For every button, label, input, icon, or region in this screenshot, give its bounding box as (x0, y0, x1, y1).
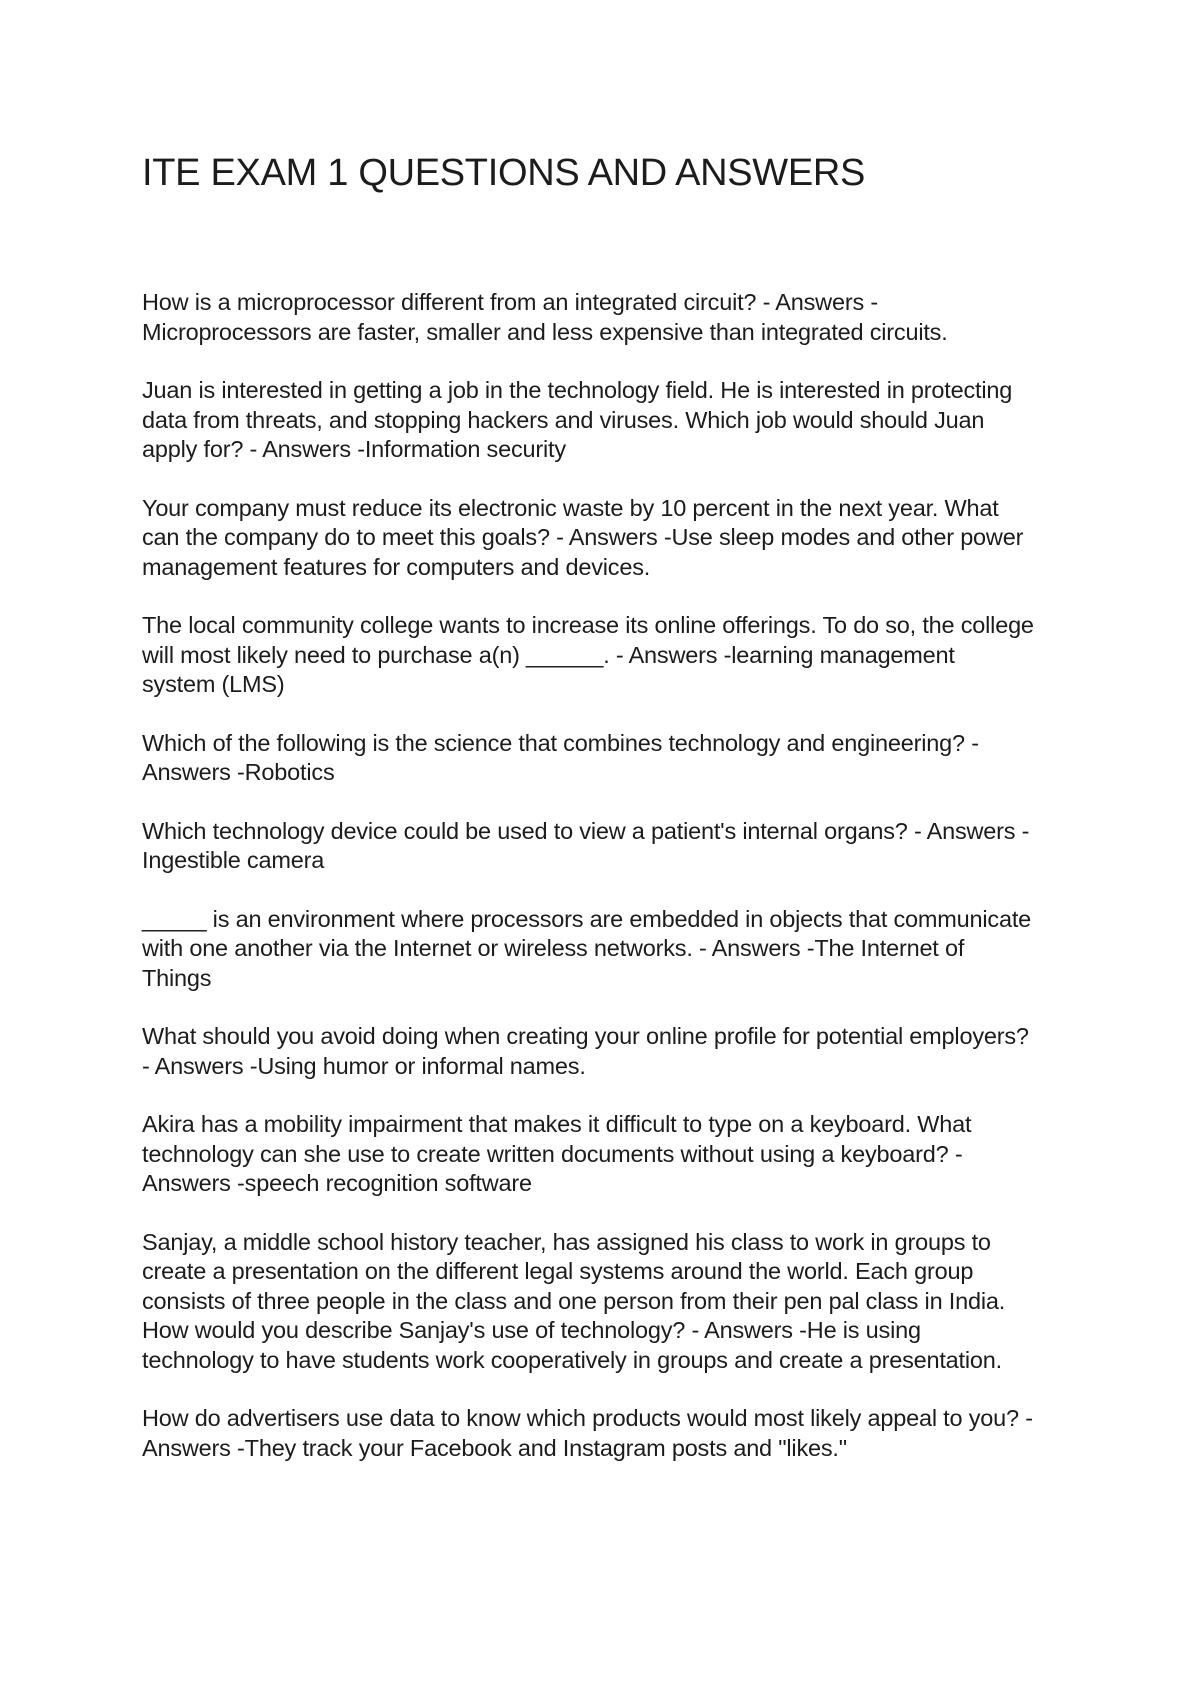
qa-item (142, 288, 1102, 347)
qa-item (142, 817, 1102, 876)
qa-item (142, 376, 1102, 465)
qa-item (142, 611, 1102, 700)
qa-line: What should you avoid doing when creating your online profile for potential employers? (142, 1023, 1029, 1049)
qa-line: system (LMS) (142, 671, 285, 697)
qa-line: technology can she use to create written documents without using a keyboard? - (142, 1140, 963, 1167)
qa-line: management features for computers and devices. (142, 553, 651, 580)
qa-line: will most likely need to purchase a(n) ______. - Answers -learning management (142, 641, 955, 668)
qa-item (142, 1110, 1102, 1199)
qa-line: Your company must reduce its electronic waste by 10 percent in the next year. What (142, 494, 999, 521)
qa-line: Sanjay, a middle school history teacher, has assigned his class to work in groups to (142, 1228, 991, 1255)
qa-line: Which technology device could be used to view a patient's internal organs? - Answers - (142, 817, 1030, 844)
qa-list (142, 288, 1102, 1492)
qa-line: create a presentation on the different legal systems around the world. Each group (142, 1258, 974, 1284)
qa-line: The local community college wants to increase its online offerings. To do so, the college (142, 612, 1034, 638)
qa-line: Juan is interested in getting a job in the technology field. He is interested in protecting (142, 377, 1013, 403)
qa-item (142, 1404, 1102, 1463)
qa-line: - Answers -Using humor or informal names. (142, 1052, 586, 1079)
qa-line: Answers -speech recognition software (142, 1170, 532, 1196)
qa-line: _____ is an environment where processors are embedded in objects that communicate (142, 905, 1032, 932)
qa-line: can the company do to meet this goals? - Answers -Use sleep modes and other power (142, 524, 1024, 550)
qa-line: with one another via the Internet or wireless networks. - Answers -The Internet of (142, 935, 965, 961)
qa-line: How do advertisers use data to know which products would most likely appeal to you? - (142, 1405, 1033, 1431)
qa-line: Answers -They track your Facebook and Instagram posts and "likes." (142, 1434, 847, 1461)
qa-item (142, 1228, 1102, 1376)
qa-line: How would you describe Sanjay's use of technology? - Answers -He is using (142, 1317, 921, 1343)
qa-line: Answers -Robotics (142, 759, 335, 785)
qa-line: Ingestible camera (142, 847, 325, 873)
qa-item (142, 494, 1102, 583)
qa-line: technology to have students work cooperatively in groups and create a presentation. (142, 1346, 1002, 1373)
qa-line: Microprocessors are faster, smaller and less expensive than integrated circuits. (142, 318, 948, 345)
qa-item (142, 905, 1102, 994)
qa-line: consists of three people in the class and one person from their pen pal class in India. (142, 1287, 1006, 1314)
document-title: ITE EXAM 1 QUESTIONS AND ANSWERS (142, 152, 866, 194)
qa-line: How is a microprocessor different from an integrated circuit? - Answers - (142, 289, 878, 315)
qa-line: apply for? - Answers -Information security (142, 436, 566, 462)
qa-item (142, 1022, 1102, 1081)
qa-line: Things (142, 964, 212, 991)
qa-item (142, 729, 1102, 788)
qa-line: data from threats, and stopping hackers and viruses. Which job would should Juan (142, 406, 985, 433)
qa-line: Akira has a mobility impairment that makes it difficult to type on a keyboard. What (142, 1111, 972, 1137)
qa-line: Which of the following is the science that combines technology and engineering? - (142, 729, 979, 756)
